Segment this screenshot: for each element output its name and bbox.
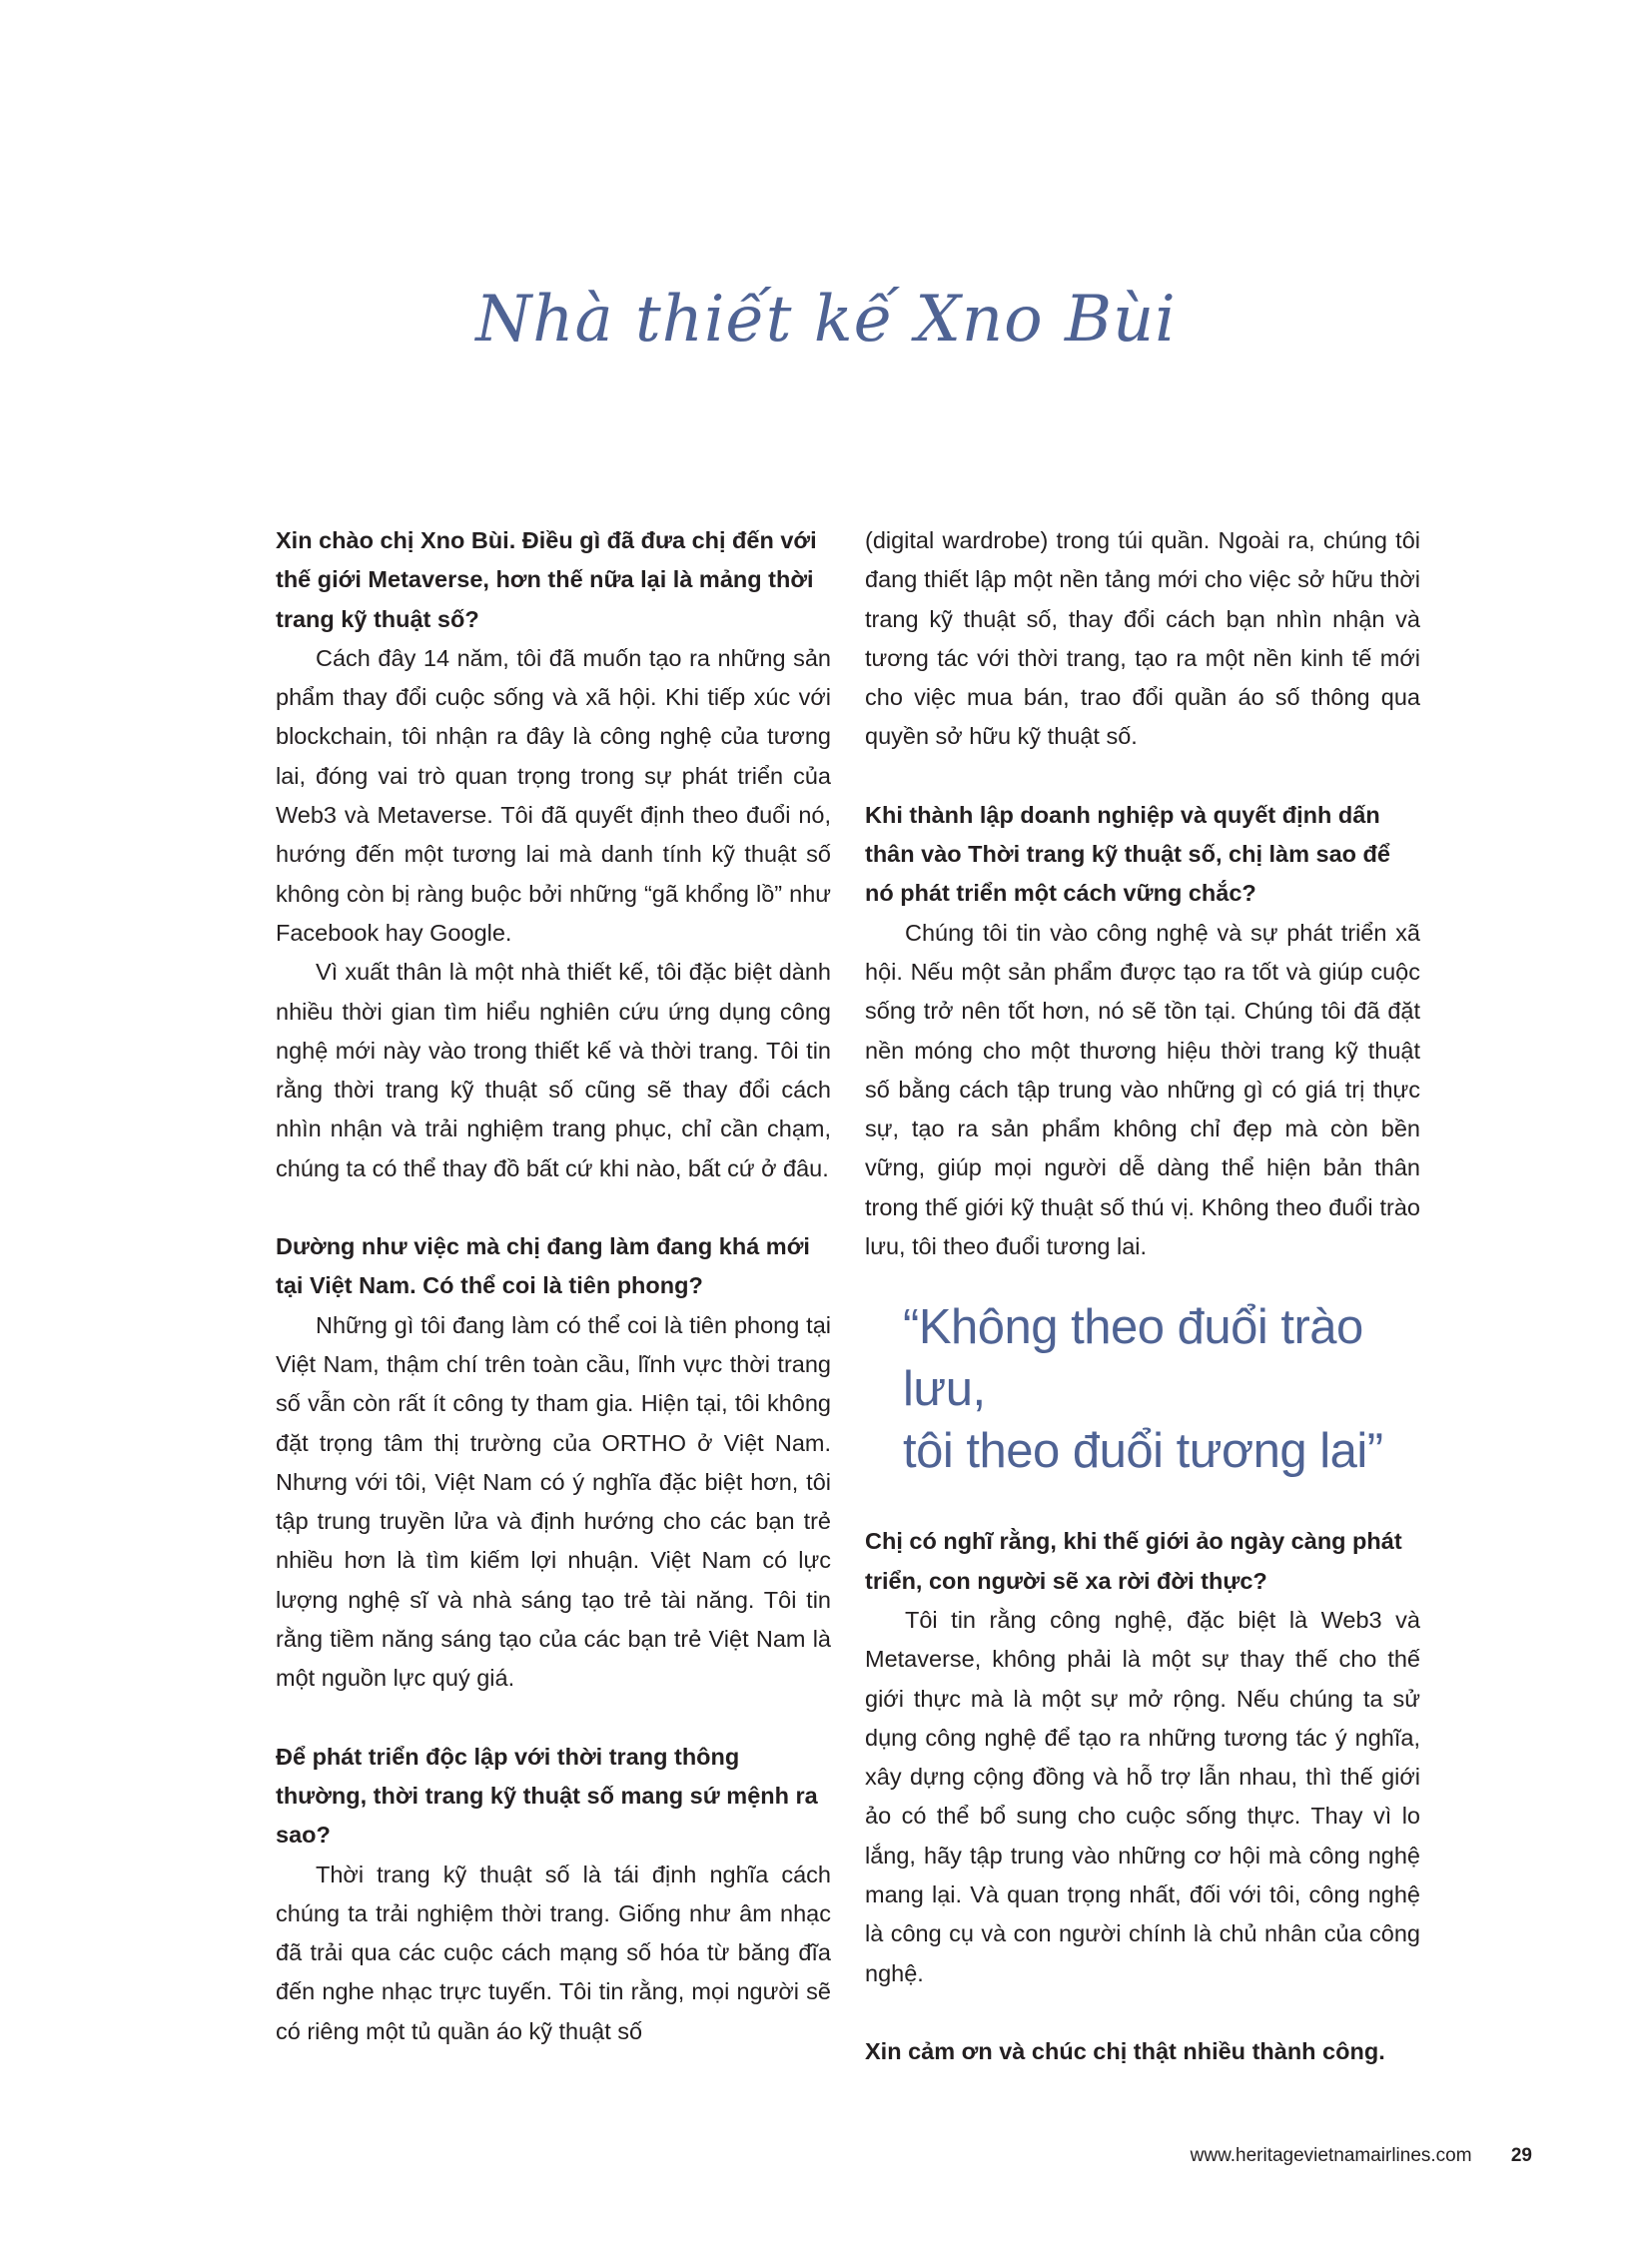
article-title: Nhà thiết kế Xno Bùi xyxy=(475,282,1177,357)
question-1: Xin chào chị Xno Bùi. Điều gì đã đưa chị đến với thế giới Metaverse, hơn thế nữa lại là mảng thời trang kỹ thuật số? xyxy=(276,527,817,632)
question-5: Chị có nghĩ rằng, khi thế giới ảo ngày càng phát triển, con người sẽ xa rời đời thực? xyxy=(865,1528,1402,1594)
spacer xyxy=(276,1188,831,1227)
spacer xyxy=(276,1699,831,1738)
spacer xyxy=(865,1993,1420,2032)
pull-quote-line-1: “Không theo đuổi trào lưu, xyxy=(903,1300,1363,1417)
page-number: 29 xyxy=(1510,2145,1532,2166)
question-4: Khi thành lập doanh nghiệp và quyết định dấn thân vào Thời trang kỹ thuật số, chị làm sao để nó phát triển một cách vững chắc? xyxy=(865,801,1390,907)
right-column xyxy=(865,521,1420,2071)
left-column xyxy=(276,521,831,2051)
spacer xyxy=(865,757,1420,796)
answer-3-start: Thời trang kỹ thuật số là tái định nghĩa cách chúng ta trải nghiệm thời trang. Giống như âm nhạc đã trải qua các cuộc cách mạng số hóa từ băng đĩa đến nghe nhạc trực tuyến. Tôi tin rằng, mọi người sẽ có riêng một tủ quần áo kỹ thuật số xyxy=(276,1861,831,2044)
page-footer xyxy=(1191,2145,1532,2167)
closing-line: Xin cảm ơn và chúc chị thật nhiều thành công. xyxy=(865,2037,1385,2064)
answer-4: Chúng tôi tin vào công nghệ và sự phát triển xã hội. Nếu một sản phẩm được tạo ra tốt và giúp cuộc sống trở nên tốt hơn, nó sẽ tồn tại. Chúng tôi đã đặt nền móng cho một thương hiệu thời trang kỹ thuật số bằng cách tập trung vào những gì có giá trị thực sự, tạo ra sản phẩm không chỉ đẹp mà còn bền vững, giúp mọi người dễ dàng thể hiện bản thân trong thế giới kỹ thuật số thú vị. Không theo đuổi trào lưu, tôi theo đuổi tương lai. xyxy=(865,919,1420,1260)
answer-5: Tôi tin rằng công nghệ, đặc biệt là Web3 và Metaverse, không phải là một sự thay thế cho thế giới thực mà là một sự mở rộng. Nếu chúng ta sử dụng công nghệ để tạo ra những tương tác ý nghĩa, xây dựng cộng đồng và hỗ trợ lẫn nhau, thì thế giới ảo có thể bổ sung cho cuộc sống thực. Thay vì lo lắng, hãy tập trung vào những cơ hội mà công nghệ mang lại. Và quan trọng nhất, đối với tôi, công nghệ là công cụ và con người chính là chủ nhân của công nghệ. xyxy=(865,1606,1420,1986)
answer-3-end: (digital wardrobe) trong túi quần. Ngoài ra, chúng tôi đang thiết lập một nền tảng mới cho việc sở hữu thời trang kỹ thuật số, thay đổi cách bạn nhìn nhận và tương tác với thời trang, tạo ra một nền kinh tế mới cho việc mua bán, trao đổi quần áo số thông qua quyền sở hữu kỹ thuật số. xyxy=(865,527,1420,750)
question-3: Để phát triển độc lập với thời trang thông thường, thời trang kỹ thuật số mang sứ mệnh ra sao? xyxy=(276,1743,818,1849)
question-2: Dường như việc mà chị đang làm đang khá mới tại Việt Nam. Có thể coi là tiên phong? xyxy=(276,1233,810,1299)
footer-url[interactable]: www.heritagevietnamairlines.com xyxy=(1190,2145,1472,2166)
pull-quote-line-2: tôi theo đuổi tương lai” xyxy=(903,1424,1383,1479)
pull-quote xyxy=(903,1296,1420,1482)
answer-1-paragraph-1: Cách đây 14 năm, tôi đã muốn tạo ra những sản phẩm thay đổi cuộc sống và xã hội. Khi tiếp xúc với blockchain, tôi nhận ra đây là công nghệ của tương lai, đóng vai trò quan trọng trong sự phát triển của Web3 và Metaverse. Tôi đã quyết định theo đuổi nó, hướng đến một tương lai mà danh tính kỹ thuật số không còn bị ràng buộc bởi những “gã khổng lồ” như Facebook hay Google. xyxy=(276,644,831,946)
answer-1-paragraph-2: Vì xuất thân là một nhà thiết kế, tôi đặc biệt dành nhiều thời gian tìm hiểu nghiên cứu ứng dụng công nghệ mới này vào trong thiết kế và thời trang. Tôi tin rằng thời trang kỹ thuật số cũng sẽ thay đổi cách nhìn nhận và trải nghiệm trang phục, chỉ cần chạm, chúng ta có thể thay đồ bất cứ khi nào, bất cứ ở đâu. xyxy=(276,959,831,1181)
answer-2: Những gì tôi đang làm có thể coi là tiên phong tại Việt Nam, thậm chí trên toàn cầu, lĩnh vực thời trang số vẫn còn rất ít công ty tham gia. Hiện tại, tôi không đặt trọng tâm thị trường của ORTHO ở Việt Nam. Nhưng với tôi, Việt Nam có ý nghĩa đặc biệt hơn, tôi tập trung truyền lửa và định hướng cho các bạn trẻ nhiều hơn là tìm kiếm lợi nhuận. Việt Nam có lực lượng nghệ sĩ và nhà sáng tạo trẻ tài năng. Tôi tin rằng tiềm năng sáng tạo của các bạn trẻ Việt Nam là một nguồn lực quý giá. xyxy=(276,1311,831,1692)
